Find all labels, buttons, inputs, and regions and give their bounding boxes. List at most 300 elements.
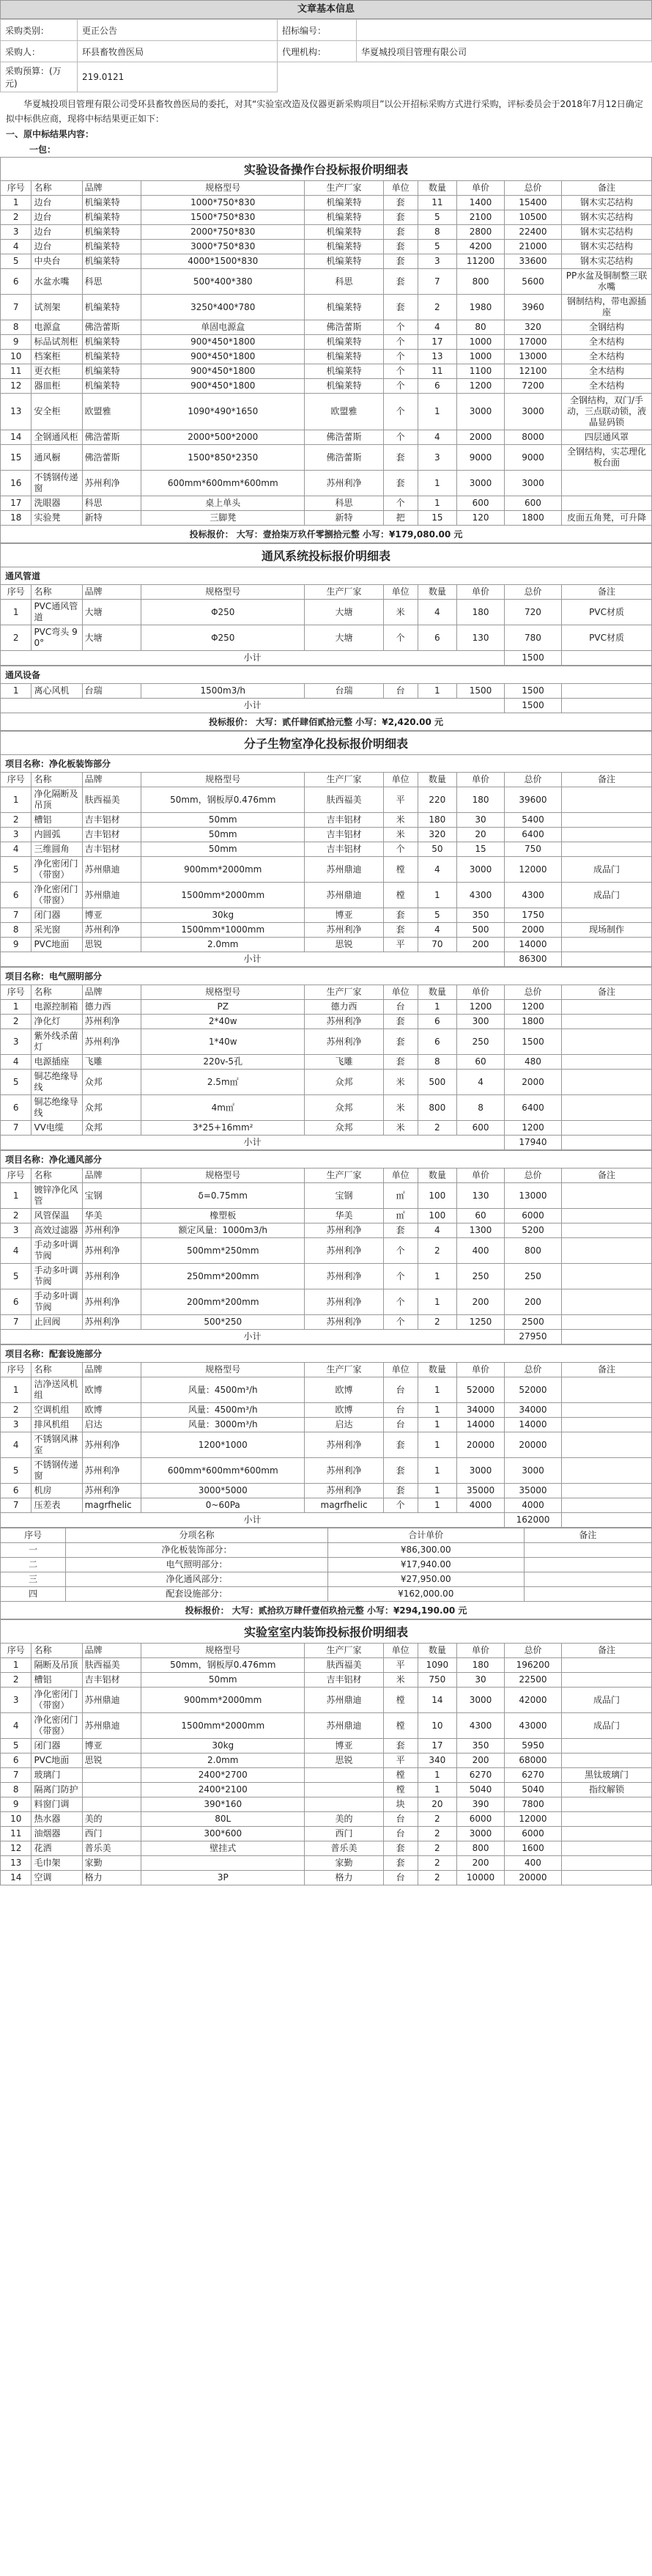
cell-note: 全木结构 [562, 364, 652, 379]
cell-spec: 50mm，钢板厚0.476mm [141, 787, 305, 813]
column-header: 备注 [562, 1644, 652, 1658]
table-row [1, 1015, 652, 1029]
cell-price: 52000 [457, 1377, 505, 1403]
cell-qty: 2 [418, 1812, 457, 1827]
cell-unit: 套 [383, 1029, 418, 1055]
cell-qty: 1 [418, 1458, 457, 1484]
cell-total: 39600 [504, 787, 561, 813]
cell-spec: PZ [141, 1000, 305, 1015]
cell-maker: 佛浩蕾斯 [305, 445, 383, 471]
cell-qty: 1 [418, 1432, 457, 1458]
cell-brand: 吉丰铝材 [82, 1673, 141, 1688]
cell-brand [82, 1783, 141, 1797]
cell-index: 7 [1, 1498, 32, 1513]
subtotal-empty [562, 1330, 652, 1344]
cell-unit: 个 [383, 320, 418, 335]
table-row [1, 1095, 652, 1121]
cell-spec: 200mm*200mm [141, 1289, 305, 1315]
summary-cell [524, 1587, 651, 1602]
summary-cell: 二 [1, 1558, 66, 1572]
cell-spec: 1500*750*830 [141, 210, 305, 225]
summary-column-header: 分项名称 [66, 1528, 327, 1543]
cell-name: 玻璃门 [32, 1768, 82, 1783]
cell-total: 2000 [504, 923, 561, 938]
column-header: 序号 [1, 1644, 32, 1658]
cell-price: 600 [457, 1121, 505, 1136]
cell-qty: 1 [418, 1289, 457, 1315]
table2-title: 通风系统投标报价明细表 [0, 543, 652, 567]
cell-qty: 220 [418, 787, 457, 813]
cell-note: PP水盆及铜制整三联水嘴 [562, 269, 652, 295]
column-header: 备注 [562, 1363, 652, 1377]
cell-qty: 4 [418, 600, 457, 625]
cell-total: 14000 [504, 1418, 561, 1432]
cell-maker: 德力西 [305, 1000, 383, 1015]
table3-partD-table [0, 1362, 652, 1528]
cell-maker: magrfhelic [305, 1498, 383, 1513]
cell-brand: 家勤 [82, 1856, 141, 1871]
cell-index: 5 [1, 1264, 32, 1289]
cell-note [562, 1223, 652, 1238]
cell-maker: 苏州利净 [305, 1029, 383, 1055]
cell-note: 指纹解锁 [562, 1783, 652, 1797]
cell-note [562, 813, 652, 828]
cell-total: 12100 [504, 364, 561, 379]
column-header: 规格型号 [141, 181, 305, 196]
cell-price: 3000 [457, 394, 505, 430]
cell-index: 2 [1, 625, 32, 651]
column-header: 品牌 [82, 773, 141, 787]
cell-brand: 美的 [82, 1812, 141, 1827]
column-header: 备注 [562, 773, 652, 787]
cell-name: 热水器 [32, 1812, 82, 1827]
cell-total: 750 [504, 842, 561, 857]
cell-brand: 苏州利净 [82, 1315, 141, 1330]
cell-name: 电源插座 [32, 1055, 82, 1070]
summary-cell: ¥162,000.00 [327, 1587, 524, 1602]
cell-brand: 德力西 [82, 1000, 141, 1015]
cell-total: 1500 [504, 1029, 561, 1055]
column-header: 序号 [1, 585, 32, 600]
header-row [1, 985, 652, 1000]
cell-qty: 1 [418, 471, 457, 496]
cell-index: 9 [1, 335, 32, 350]
cell-brand: 苏州利净 [82, 1484, 141, 1498]
cell-name: 不锈钢传递窗 [32, 1458, 82, 1484]
cell-name: 排风机组 [32, 1418, 82, 1432]
cell-qty: 1 [418, 1418, 457, 1432]
cell-spec: 风量：3000m³/h [141, 1418, 305, 1432]
cell-maker: 家勤 [305, 1856, 383, 1871]
cell-qty: 14 [418, 1688, 457, 1713]
cell-price: 1250 [457, 1315, 505, 1330]
cell-spec: 30kg [141, 1739, 305, 1753]
column-header: 名称 [32, 1644, 82, 1658]
cell-brand: 机编莱特 [82, 364, 141, 379]
cell-brand: 大塘 [82, 600, 141, 625]
cell-price: 34000 [457, 1403, 505, 1418]
table-row [1, 1000, 652, 1015]
cell-index: 4 [1, 1238, 32, 1264]
column-header: 规格型号 [141, 985, 305, 1000]
subtotal-value: 27950 [504, 1330, 561, 1344]
cell-total: 4000 [504, 1498, 561, 1513]
cell-unit: 套 [383, 1015, 418, 1029]
cell-name: 隔断及吊顶 [32, 1658, 82, 1673]
table-row [1, 684, 652, 699]
bid-no-value [357, 20, 652, 41]
column-header: 生产厂家 [305, 1363, 383, 1377]
table3-partA: 项目名称：净化板装饰部分 [0, 754, 652, 772]
table-row [1, 1658, 652, 1673]
cell-unit: 套 [383, 923, 418, 938]
subtotal-empty [562, 699, 652, 713]
cell-index: 9 [1, 1797, 32, 1812]
cell-total: 7800 [504, 1797, 561, 1812]
cell-unit: 套 [383, 1458, 418, 1484]
column-header: 单价 [457, 985, 505, 1000]
cell-spec: 900*450*1800 [141, 335, 305, 350]
subtotal-label: 小计 [1, 952, 505, 967]
column-header: 单价 [457, 1363, 505, 1377]
cell-spec: 额定风量：1000m3/h [141, 1223, 305, 1238]
cell-note [562, 1484, 652, 1498]
header-row [1, 181, 652, 196]
cell-price: 30 [457, 1673, 505, 1688]
cell-unit: 个 [383, 1264, 418, 1289]
cell-brand: 飞雕 [82, 1055, 141, 1070]
cell-note [562, 1055, 652, 1070]
cell-qty: 2 [418, 1871, 457, 1885]
cell-index: 3 [1, 1418, 32, 1432]
cell-index: 5 [1, 1070, 32, 1095]
cell-qty: 6 [418, 625, 457, 651]
cell-maker: 大塘 [305, 600, 383, 625]
cell-maker: 众邦 [305, 1095, 383, 1121]
info-table [0, 19, 652, 92]
cell-brand [82, 1768, 141, 1783]
cell-name: 通风橱 [32, 445, 82, 471]
cell-maker: 新特 [305, 511, 383, 526]
table-row [1, 1812, 652, 1827]
subtotal-row [1, 1136, 652, 1150]
cell-index: 12 [1, 379, 32, 394]
table-row [1, 394, 652, 430]
cell-name: 铜芯绝缘导线 [32, 1095, 82, 1121]
cell-brand: 科思 [82, 269, 141, 295]
cell-spec: 3000*5000 [141, 1484, 305, 1498]
cell-brand: 肤西福美 [82, 787, 141, 813]
cell-maker [305, 1768, 383, 1783]
cell-spec: 2000*750*830 [141, 225, 305, 240]
cell-maker: 飞雕 [305, 1055, 383, 1070]
column-header: 生产厂家 [305, 985, 383, 1000]
cell-index: 6 [1, 1095, 32, 1121]
cell-brand: 机编莱特 [82, 379, 141, 394]
cell-brand: 苏州利净 [82, 1264, 141, 1289]
cell-price: 1400 [457, 196, 505, 210]
cell-qty: 500 [418, 1070, 457, 1095]
cell-brand: 机编莱特 [82, 350, 141, 364]
cell-name: 标品试剂柜 [32, 335, 82, 350]
cell-spec: 1500*850*2350 [141, 445, 305, 471]
cell-brand: 吉丰铝材 [82, 842, 141, 857]
cell-total: 1600 [504, 1841, 561, 1856]
table-row [1, 1209, 652, 1223]
cell-maker [305, 1783, 383, 1797]
cell-total: 5600 [504, 269, 561, 295]
cell-brand: 肤西福美 [82, 1658, 141, 1673]
cell-note: PVC材质 [562, 600, 652, 625]
cell-price: 180 [457, 1658, 505, 1673]
cell-total: 5200 [504, 1223, 561, 1238]
cell-unit: 台 [383, 1000, 418, 1015]
cell-name: 三维圆角 [32, 842, 82, 857]
cell-total: 5040 [504, 1783, 561, 1797]
cell-qty: 340 [418, 1753, 457, 1768]
cell-qty: 1 [418, 1000, 457, 1015]
cell-unit: 平 [383, 1753, 418, 1768]
column-header: 单价 [457, 1169, 505, 1183]
cell-qty: 2 [418, 1827, 457, 1841]
cell-total: 6400 [504, 828, 561, 842]
cell-index: 1 [1, 196, 32, 210]
table-row [1, 1055, 652, 1070]
column-header: 总价 [504, 585, 561, 600]
cell-brand: 众邦 [82, 1070, 141, 1095]
cell-maker: 欧博 [305, 1377, 383, 1403]
cell-total: 1800 [504, 511, 561, 526]
cell-brand: 启达 [82, 1418, 141, 1432]
subtotal-row [1, 699, 652, 713]
subtotal-label: 小计 [1, 651, 505, 666]
cell-spec: 1500mm*2000mm [141, 1713, 305, 1739]
column-header: 品牌 [82, 1363, 141, 1377]
cell-unit: 套 [383, 240, 418, 254]
cell-maker: 苏州利净 [305, 1484, 383, 1498]
cell-index: 8 [1, 1783, 32, 1797]
cell-note [562, 1739, 652, 1753]
cell-brand: 新特 [82, 511, 141, 526]
cell-price: 250 [457, 1029, 505, 1055]
cell-unit: 个 [383, 379, 418, 394]
cell-spec: 桌上单头 [141, 496, 305, 511]
table3-summary [0, 1528, 652, 1602]
cell-name: 洗眼器 [32, 496, 82, 511]
cell-total: 780 [504, 625, 561, 651]
table-row [1, 1183, 652, 1209]
cell-total: 3000 [504, 1458, 561, 1484]
column-header: 规格型号 [141, 1169, 305, 1183]
column-header: 名称 [32, 773, 82, 787]
cell-spec: 2.0mm [141, 1753, 305, 1768]
cell-total: 1800 [504, 1015, 561, 1029]
table-row [1, 1264, 652, 1289]
column-header: 总价 [504, 181, 561, 196]
cell-name: 不锈钢传递窗 [32, 471, 82, 496]
cell-total: 3000 [504, 471, 561, 496]
cell-unit: 樘 [383, 1713, 418, 1739]
cell-unit: 个 [383, 1289, 418, 1315]
cell-unit: ㎡ [383, 1209, 418, 1223]
cell-qty: 750 [418, 1673, 457, 1688]
package-label: 一包： [29, 144, 56, 155]
cell-price: 3000 [457, 1827, 505, 1841]
cell-spec: 600mm*600mm*600mm [141, 471, 305, 496]
cell-maker: 启达 [305, 1418, 383, 1432]
table-row [1, 1121, 652, 1136]
cell-unit: 个 [383, 430, 418, 445]
cell-name: 紫外线杀菌灯 [32, 1029, 82, 1055]
table-row [1, 445, 652, 471]
column-header: 生产厂家 [305, 181, 383, 196]
cell-name: 试剂架 [32, 295, 82, 320]
cell-brand: 华美 [82, 1209, 141, 1223]
cell-total: 1200 [504, 1000, 561, 1015]
cell-total: 5950 [504, 1739, 561, 1753]
table-row [1, 1713, 652, 1739]
cell-maker: 吉丰铝材 [305, 1673, 383, 1688]
cell-total: 1200 [504, 1121, 561, 1136]
summary-row [1, 1572, 652, 1587]
table-row [1, 511, 652, 526]
column-header: 总价 [504, 773, 561, 787]
table-row [1, 842, 652, 857]
column-header: 数量 [418, 773, 457, 787]
column-header: 序号 [1, 1363, 32, 1377]
article-header: 文章基本信息 [0, 0, 652, 19]
cell-price: 4200 [457, 240, 505, 254]
cell-spec: 三脚凳 [141, 511, 305, 526]
cell-note [562, 1856, 652, 1871]
cell-name: 更衣柜 [32, 364, 82, 379]
column-header: 单位 [383, 585, 418, 600]
cell-unit: 台 [383, 684, 418, 699]
cell-spec: 50mm [141, 842, 305, 857]
cell-brand: magrfhelic [82, 1498, 141, 1513]
cell-index: 1 [1, 787, 32, 813]
cell-unit: 平 [383, 787, 418, 813]
cell-note [562, 684, 652, 699]
cell-price: 800 [457, 1841, 505, 1856]
cell-unit: 米 [383, 828, 418, 842]
cell-name: 油烟器 [32, 1827, 82, 1841]
cell-total: 3960 [504, 295, 561, 320]
cell-qty: 17 [418, 1739, 457, 1753]
cell-unit: 米 [383, 1095, 418, 1121]
table3-partC-table [0, 1168, 652, 1344]
cell-maker: 苏州利净 [305, 1223, 383, 1238]
table-row [1, 335, 652, 350]
cell-note [562, 1000, 652, 1015]
cell-price: 1200 [457, 379, 505, 394]
cell-total: 5400 [504, 813, 561, 828]
table-row [1, 1688, 652, 1713]
cell-unit: 米 [383, 600, 418, 625]
column-header: 单价 [457, 181, 505, 196]
cell-spec: 1090*490*1650 [141, 394, 305, 430]
column-header: 总价 [504, 985, 561, 1000]
cell-brand: 思锐 [82, 1753, 141, 1768]
cell-qty: 6 [418, 1029, 457, 1055]
cell-name: 手动多叶调节阀 [32, 1238, 82, 1264]
cell-maker: 苏州鼎迪 [305, 1688, 383, 1713]
cell-unit: 个 [383, 1498, 418, 1513]
cell-brand: 苏州鼎迪 [82, 1688, 141, 1713]
column-header: 序号 [1, 181, 32, 196]
cell-qty: 1 [418, 1377, 457, 1403]
cell-note: 全木结构 [562, 379, 652, 394]
cell-brand: 博亚 [82, 1739, 141, 1753]
cell-index: 2 [1, 1209, 32, 1223]
cell-maker: 思锐 [305, 1753, 383, 1768]
cell-price: 1000 [457, 350, 505, 364]
table-row [1, 813, 652, 828]
cell-qty: 15 [418, 511, 457, 526]
cell-maker: 苏州利净 [305, 1238, 383, 1264]
table-row [1, 625, 652, 651]
cell-unit: 套 [383, 1739, 418, 1753]
summary-column-header: 备注 [524, 1528, 651, 1543]
column-header: 品牌 [82, 985, 141, 1000]
intro-paragraph: 华夏城投项目管理有限公司受环县畜牧兽医局的委托，对其“实验室改造及仪器更新采购项目”以公开招标采购方式进行采购，评标委员会于2018年7月12日确定拟中标供应商，现将中标结果更正如下： [6, 99, 643, 124]
cell-name: 镀锌净化风管 [32, 1183, 82, 1209]
column-header: 规格型号 [141, 1363, 305, 1377]
table1-title: 实验设备操作台投标报价明细表 [0, 157, 652, 180]
cell-note [562, 1095, 652, 1121]
cell-note: 四层通风罩 [562, 430, 652, 445]
cell-index: 7 [1, 1121, 32, 1136]
cell-unit: 米 [383, 813, 418, 828]
cell-brand: 机编莱特 [82, 335, 141, 350]
column-header: 名称 [32, 1363, 82, 1377]
cell-maker: 吉丰铝材 [305, 828, 383, 842]
column-header: 单价 [457, 1644, 505, 1658]
cell-name: 花洒 [32, 1841, 82, 1856]
table3-partA-table [0, 772, 652, 967]
cell-price: 20000 [457, 1432, 505, 1458]
cell-note [562, 1418, 652, 1432]
cell-total: 400 [504, 1856, 561, 1871]
cell-unit: 个 [383, 1238, 418, 1264]
cell-maker: 机编莱特 [305, 210, 383, 225]
cell-total: 12000 [504, 857, 561, 883]
cell-price: 15 [457, 842, 505, 857]
cell-note [562, 496, 652, 511]
subtotal-value: 1500 [504, 651, 561, 666]
cell-qty: 3 [418, 254, 457, 269]
cell-brand: 苏州利净 [82, 1432, 141, 1458]
cell-qty: 1090 [418, 1658, 457, 1673]
cell-total: 6000 [504, 1827, 561, 1841]
cell-qty: 50 [418, 842, 457, 857]
cell-price: 600 [457, 496, 505, 511]
cell-qty: 4 [418, 857, 457, 883]
cell-name: 采光窗 [32, 923, 82, 938]
summary-row [1, 1543, 652, 1558]
table-row [1, 320, 652, 335]
summary-header-row [1, 1528, 652, 1543]
cell-spec: 1200*1000 [141, 1432, 305, 1458]
cell-name: 毛巾架 [32, 1856, 82, 1871]
column-header: 单位 [383, 181, 418, 196]
cell-price: 10000 [457, 1871, 505, 1885]
table-row [1, 430, 652, 445]
category-value: 更正公告 [78, 20, 278, 41]
summary-cell: ¥86,300.00 [327, 1543, 524, 1558]
cell-maker: 苏州利净 [305, 1264, 383, 1289]
column-header: 规格型号 [141, 1644, 305, 1658]
